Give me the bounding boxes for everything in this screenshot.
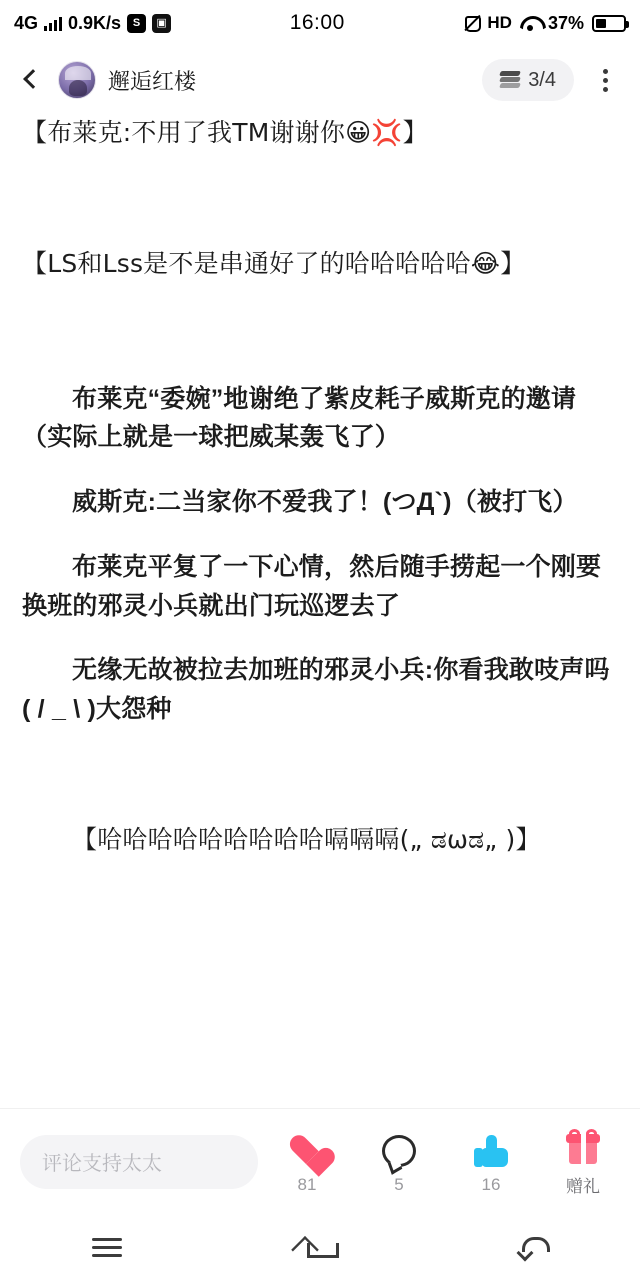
status-bar-right (463, 13, 626, 34)
article-paragraph: 【布莱克:不用了我TM谢谢你😀💢】 (22, 118, 428, 147)
more-vertical-icon[interactable] (588, 63, 622, 97)
like-count: 81 (297, 1174, 317, 1194)
home-button[interactable] (260, 1224, 380, 1270)
status-bar (0, 0, 640, 46)
article-body (0, 114, 640, 1108)
thumbs-up-icon (460, 1129, 522, 1173)
paragraph-gap (22, 284, 618, 380)
channel-name-label[interactable]: 邂逅红楼 (108, 68, 197, 94)
mute-bell-icon (463, 14, 479, 32)
paragraph-gap (22, 457, 618, 483)
hd-label: HD (487, 13, 512, 32)
paragraph-gap (22, 625, 618, 651)
page-indicator-pill[interactable] (482, 59, 574, 101)
channel-avatar[interactable] (58, 61, 96, 99)
back-button[interactable] (473, 1224, 593, 1270)
article-paragraph: 【LS和Lss是不是串通好了的哈哈哈哈哈😂】 (22, 248, 526, 278)
paragraph-gap (22, 522, 618, 548)
paragraph-gap (22, 153, 618, 245)
recents-menu-icon (92, 1233, 122, 1262)
status-bar-clock: 16:00 (289, 11, 345, 34)
comment-placeholder-label: 评论支持太太 (42, 1153, 162, 1175)
chevron-left-icon[interactable] (18, 67, 44, 93)
article-paragraph: 无缘无故被拉去加班的邪灵小兵:你看我敢吱声吗( / _ \ )大怨种 (22, 656, 610, 723)
network-speed-label: 0.9K/s (68, 12, 122, 33)
thumbs-up-button[interactable] (460, 1129, 522, 1195)
app-header (0, 46, 640, 114)
recents-button[interactable] (47, 1224, 167, 1270)
article-paragraph: 【哈哈哈哈哈哈哈哈哈嗝嗝嗝(„ ಡωಡ„ )】 (72, 824, 541, 854)
comment-bubble-icon (368, 1129, 430, 1173)
comment-input[interactable] (20, 1135, 258, 1189)
back-arrow-icon (518, 1235, 548, 1259)
article-paragraph: 威斯克:二当家你不爱我了！(つД`)（被打飞） (72, 488, 578, 516)
gift-icon (552, 1126, 614, 1170)
like-heart-button[interactable] (276, 1129, 338, 1195)
wifi-icon (520, 15, 540, 31)
article-paragraph: 布莱克平复了一下心情，然后随手捞起一个刚要换班的邪灵小兵就出门玩巡逻去了 (22, 552, 602, 620)
thumbs-up-count: 16 (481, 1174, 501, 1194)
system-nav-bar (0, 1214, 640, 1280)
sticker-app-icon: S (127, 14, 146, 33)
paragraph-gap (22, 729, 618, 821)
gift-label: 赠礼 (566, 1177, 600, 1196)
comment-count: 5 (394, 1174, 404, 1194)
gallery-app-icon: ▣ (152, 14, 171, 33)
status-bar-left (14, 13, 171, 34)
action-buttons (276, 1126, 620, 1197)
page-indicator-label: 3/4 (528, 68, 556, 91)
heart-icon (276, 1129, 338, 1173)
article-paragraph: 布莱克“委婉”地谢绝了紫皮耗子威斯克的邀请（实际上就是一球把威某轰飞了） (22, 384, 577, 452)
stack-pages-icon (500, 71, 520, 89)
battery-percent-label: 37% (547, 12, 584, 33)
signal-strength-icon (44, 15, 62, 31)
comment-button[interactable] (368, 1129, 430, 1195)
home-icon (304, 1236, 336, 1258)
network-type-label: 4G (14, 12, 39, 33)
battery-icon (592, 15, 626, 32)
bottom-action-bar (0, 1108, 640, 1214)
gift-button[interactable] (552, 1126, 614, 1197)
